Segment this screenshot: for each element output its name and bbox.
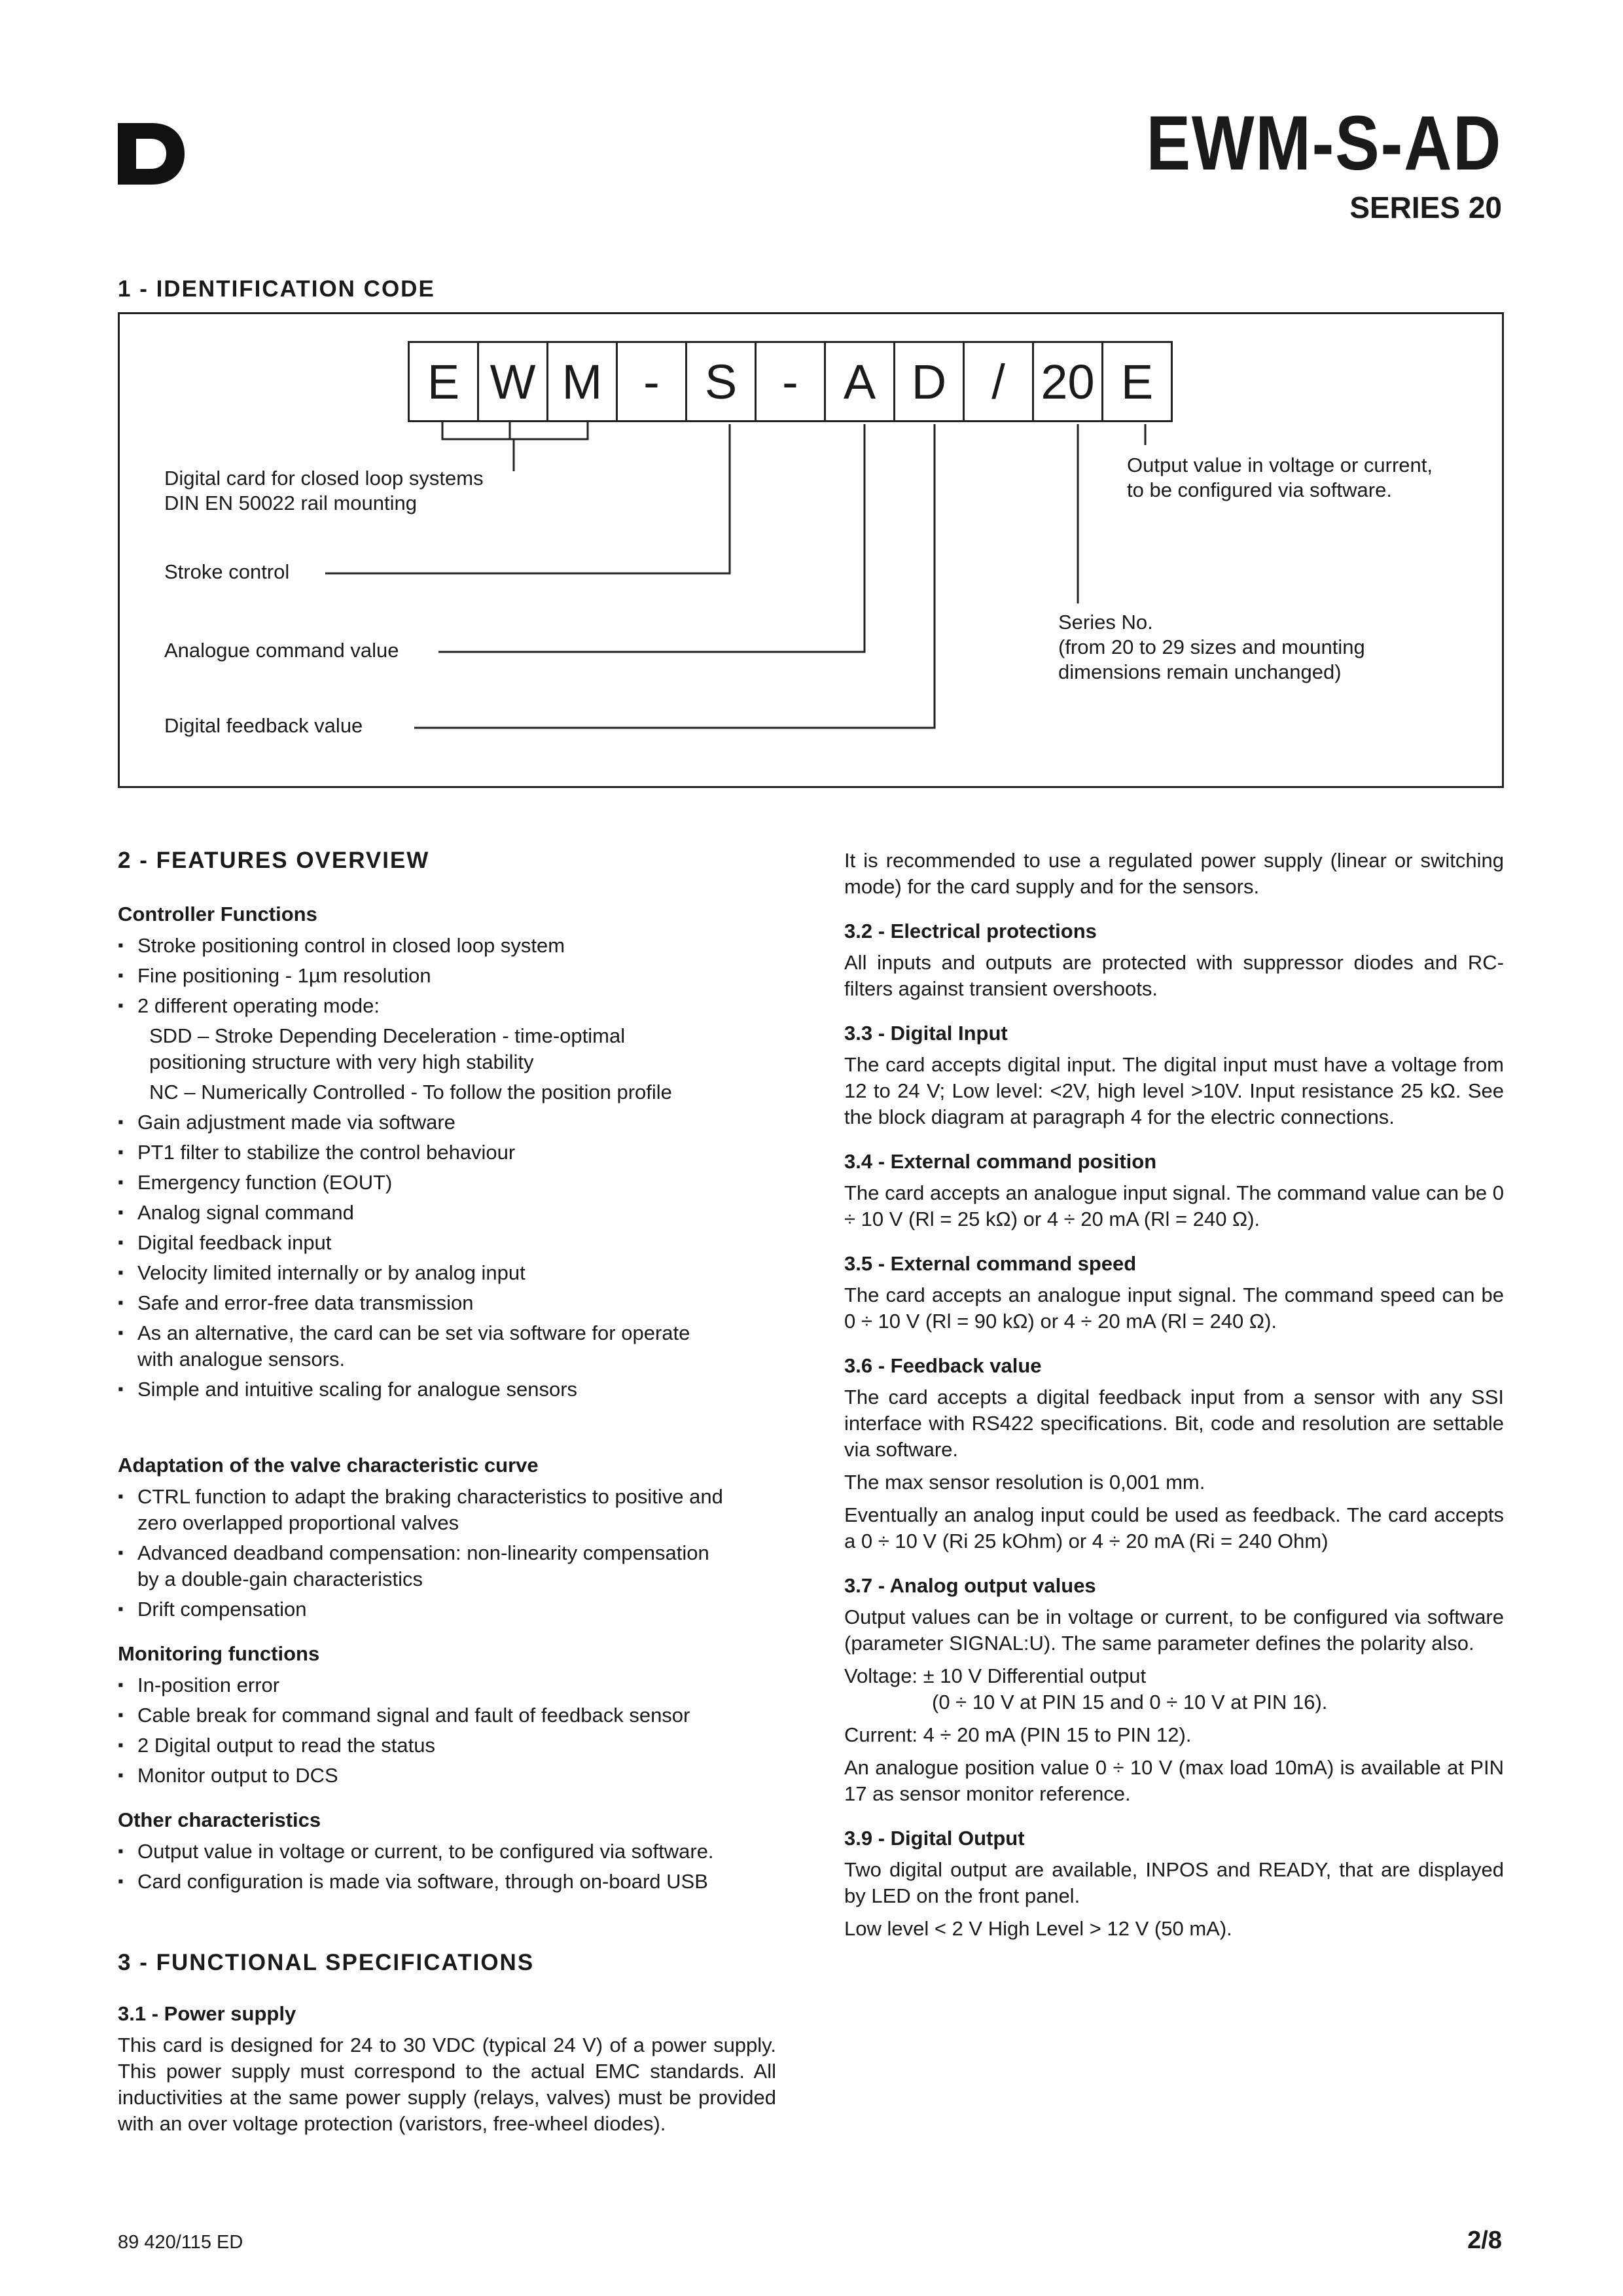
- label-rail-mounting: DIN EN 50022 rail mounting: [164, 492, 417, 514]
- feedback-resolution-text: The max sensor resolution is 0,001 mm.: [844, 1471, 1205, 1494]
- list-item: ▪ 2 Digital output to read the status: [118, 1732, 776, 1759]
- d-letter-logo-icon: [118, 123, 185, 185]
- features-heading: 2 - FEATURES OVERVIEW: [118, 848, 430, 873]
- code-cell: -: [618, 343, 687, 420]
- controller-functions-title: Controller Functions: [118, 903, 317, 925]
- code-cell: E: [410, 343, 479, 420]
- label-series-no: Series No.: [1058, 611, 1153, 634]
- analog-output-voltage-pins: (0 ÷ 10 V at PIN 15 and 0 ÷ 10 V at PIN 16).: [932, 1691, 1328, 1713]
- left-column: [118, 848, 776, 2137]
- list-item: ▪ Fine positioning - 1µm resolution: [118, 963, 776, 989]
- list-item: ▪ Output value in voltage or current, to be configured via software.: [118, 1839, 776, 1865]
- list-item: ▪ Card configuration is made via software, through on-board USB: [118, 1869, 776, 1895]
- power-supply-recommendation: It is recommended to use a regulated power supply (linear or switching mode) for the card supply and for the sensors.: [844, 849, 1504, 898]
- list-item: ▪ PT1 filter to stabilize the control behaviour: [118, 1139, 776, 1166]
- power-supply-title: 3.1 - Power supply: [118, 2002, 296, 2025]
- list-item: ▪ Digital feedback input: [118, 1230, 776, 1256]
- label-series-dimensions: dimensions remain unchanged): [1058, 660, 1342, 683]
- external-position-text: The card accepts an analogue input signal. The command value can be 0 ÷ 10 V (Rl = 25 kΩ) or 4 ÷ 20 mA (Rl = 240 Ω).: [844, 1181, 1504, 1230]
- list-item: ▪ Drift compensation: [118, 1596, 776, 1623]
- list-item-continued: by a double-gain characteristics: [137, 1568, 423, 1590]
- list-item: ▪ Simple and intuitive scaling for analogue sensors: [118, 1376, 776, 1403]
- page-number: 2/8: [1467, 2227, 1502, 2254]
- analog-output-current: Current: 4 ÷ 20 mA (PIN 15 to PIN 12).: [844, 1723, 1192, 1746]
- electrical-protections-text: All inputs and outputs are protected with suppressor diodes and RC-filters against transient overshoots.: [844, 951, 1504, 1000]
- adaptation-title: Adaptation of the valve characteristic curve: [118, 1454, 539, 1477]
- label-analogue-command: Analogue command value: [164, 639, 399, 662]
- feedback-analog-text: Eventually an analog input could be used as feedback. The card accepts a 0 ÷ 10 V (Ri 25 kOhm) or 4 ÷ 20 mA (Ri = 240 Ohm): [844, 1503, 1504, 1552]
- document-series: SERIES 20: [1349, 190, 1502, 224]
- digital-output-levels: Low level < 2 V High Level > 12 V (50 mA).: [844, 1917, 1232, 1940]
- mode-sdd-line1: SDD – Stroke Depending Deceleration - time-optimal: [149, 1024, 626, 1047]
- code-cell: A: [826, 343, 895, 420]
- identification-code: [408, 341, 1173, 422]
- list-item: ▪ Analog signal command: [118, 1200, 776, 1226]
- code-cell: W: [479, 343, 548, 420]
- mode-nc: NC – Numerically Controlled - To follow the position profile: [149, 1081, 672, 1103]
- identification-heading: 1 - IDENTIFICATION CODE: [118, 276, 435, 302]
- code-cell: E: [1103, 343, 1173, 420]
- list-item: ▪ Cable break for command signal and fault of feedback sensor: [118, 1702, 776, 1729]
- code-cell: -: [757, 343, 826, 420]
- functional-specs-heading: 3 - FUNCTIONAL SPECIFICATIONS: [118, 1950, 535, 1975]
- label-digital-card: Digital card for closed loop systems: [164, 467, 484, 490]
- label-digital-feedback: Digital feedback value: [164, 714, 363, 737]
- feedback-value-text: The card accepts a digital feedback input from a sensor with any SSI interface with RS422 specifications. Bit, code and resolution are settable via software.: [844, 1386, 1504, 1461]
- code-cell: D: [895, 343, 965, 420]
- power-supply-text: This card is designed for 24 to 30 VDC (typical 24 V) of a power supply. This power supply must correspond to the actual EMC standards. All inductivities at the same power supply (relays, valves) must be provided with an over voltage protection (varistors, free-wheel diodes).: [118, 2034, 776, 2135]
- electrical-protections-title: 3.2 - Electrical protections: [844, 920, 1097, 942]
- list-item: ▪ Safe and error-free data transmission: [118, 1290, 776, 1316]
- list-item: ▪ Emergency function (EOUT): [118, 1170, 776, 1196]
- label-output-value: Output value in voltage or current,: [1127, 454, 1433, 476]
- list-item: ▪ CTRL function to adapt the braking characteristics to positive and: [118, 1484, 776, 1510]
- label-output-config: to be configured via software.: [1127, 478, 1392, 501]
- list-item: ▪ Advanced deadband compensation: non-linearity compensation: [118, 1540, 776, 1566]
- list-item: ▪ 2 different operating mode:: [118, 993, 776, 1019]
- other-characteristics-title: Other characteristics: [118, 1808, 321, 1831]
- document-title: EWM-S-AD: [1146, 100, 1502, 187]
- monitoring-title: Monitoring functions: [118, 1642, 320, 1665]
- external-speed-text: The card accepts an analogue input signal. The command speed can be 0 ÷ 10 V (Rl = 90 kΩ) or 4 ÷ 20 mA (Rl = 240 Ω).: [844, 1283, 1504, 1333]
- list-item: ▪ Monitor output to DCS: [118, 1763, 776, 1789]
- document-code: 89 420/115 ED: [118, 2232, 243, 2253]
- digital-output-text: Two digital output are available, INPOS and READY, that are displayed by LED on the front panel.: [844, 1858, 1504, 1907]
- code-cell: /: [965, 343, 1034, 420]
- external-speed-title: 3.5 - External command speed: [844, 1252, 1137, 1275]
- list-item: ▪ Velocity limited internally or by analog input: [118, 1260, 776, 1286]
- list-item: ▪ Gain adjustment made via software: [118, 1109, 776, 1136]
- list-item-continued: zero overlapped proportional valves: [137, 1511, 459, 1534]
- feedback-value-title: 3.6 - Feedback value: [844, 1354, 1042, 1377]
- mode-sdd-line2: positioning structure with very high stability: [149, 1050, 534, 1073]
- digital-input-text: The card accepts digital input. The digital input must have a voltage from 12 to 24 V; Low level: <2V, high level >10V. Input resistance 25 kΩ. See the block diagram at paragraph 4 for the electric connections.: [844, 1053, 1504, 1128]
- external-position-title: 3.4 - External command position: [844, 1150, 1157, 1173]
- code-cell: S: [687, 343, 757, 420]
- digital-output-title: 3.9 - Digital Output: [844, 1827, 1025, 1850]
- list-item: ▪ Stroke positioning control in closed loop system: [118, 933, 776, 959]
- label-series-range: (from 20 to 29 sizes and mounting: [1058, 636, 1365, 658]
- code-cell: 20: [1034, 343, 1103, 420]
- analog-output-title: 3.7 - Analog output values: [844, 1574, 1096, 1597]
- right-column: [844, 848, 1504, 1942]
- list-item: ▪ As an alternative, the card can be set via software for operate: [118, 1320, 776, 1346]
- analog-output-text: Output values can be in voltage or current, to be configured via software (parameter SIGNAL:U). The same parameter defines the polarity also.: [844, 1605, 1504, 1655]
- analog-output-voltage: Voltage: ± 10 V Differential output: [844, 1664, 1147, 1687]
- analog-output-monitor: An analogue position value 0 ÷ 10 V (max load 10mA) is available at PIN 17 as sensor monitor reference.: [844, 1756, 1504, 1805]
- label-stroke-control: Stroke control: [164, 560, 290, 583]
- digital-input-title: 3.3 - Digital Input: [844, 1022, 1008, 1045]
- code-cell: M: [548, 343, 618, 420]
- list-item: ▪ In-position error: [118, 1672, 776, 1698]
- list-item-continued: with analogue sensors.: [137, 1348, 346, 1371]
